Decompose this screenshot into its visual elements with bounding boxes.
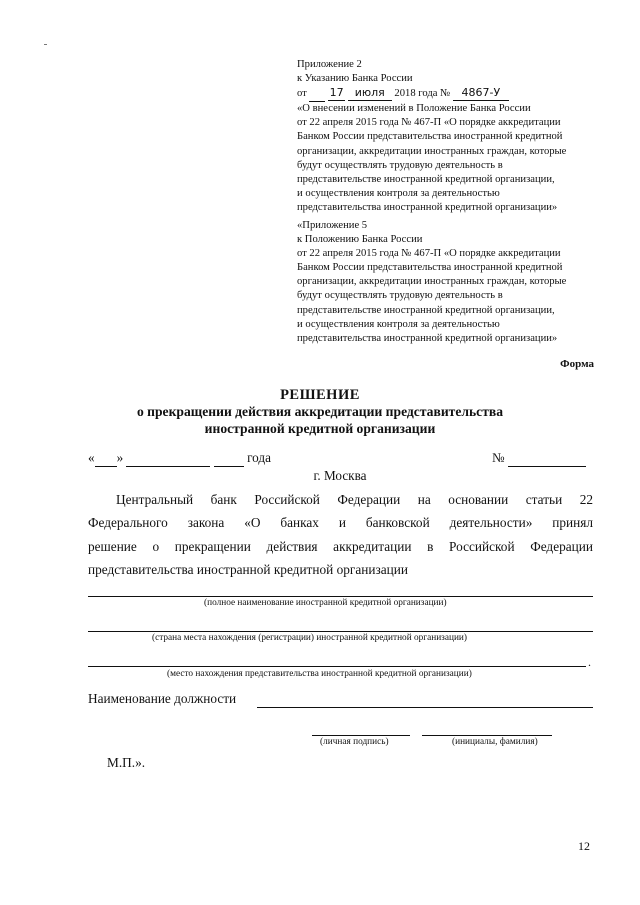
document-subtitle-2: иностранной кредитной организации — [204, 421, 436, 436]
date-month: июля — [348, 86, 392, 101]
appendix-5-text-line: и осуществления контроля за деятельностью — [297, 318, 500, 330]
appendix-2-text-line: представительстве иностранной кредитной организации, — [297, 173, 555, 185]
appendix-5-header — [297, 219, 566, 346]
appendix-2-text-line: и осуществления контроля за деятельностью — [297, 187, 500, 199]
body-line: Центральный банк Российской Федерации на основании статьи 22 — [116, 492, 593, 507]
location-caption: (место нахождения представительства иностранной кредитной организации) — [167, 669, 472, 679]
appendix-5-text-line: будут осуществлять трудовую деятельность в — [297, 290, 503, 302]
body-line: решение о прекращении действия аккредитации в Российской Федерации — [88, 538, 593, 554]
appendix-5-text-line: к Положению Банка России — [297, 234, 423, 246]
number-sign: № — [492, 450, 505, 465]
appendix-2-title: Приложение 2 — [297, 59, 362, 70]
document-number: 4867-У — [453, 86, 509, 101]
appendix-2-text-line: будут осуществлять трудовую деятельность в — [297, 159, 503, 171]
quote-close: » — [116, 450, 124, 465]
appendix-2-text-line: «О внесении изменений в Положение Банка России — [297, 103, 531, 115]
day-field[interactable] — [95, 450, 117, 467]
full-name-caption: (полное наименование иностранной кредитной организации) — [204, 598, 447, 608]
appendix-5-text-line: представительства иностранной кредитной организации» — [297, 332, 558, 344]
date-blank — [309, 87, 325, 102]
date-day: 17 — [328, 86, 345, 101]
appendix-2-text-line: представительства иностранной кредитной организации» — [297, 201, 558, 213]
position-label: Наименование должности — [88, 691, 237, 706]
appendix-2-date-line — [297, 86, 566, 102]
year-field[interactable] — [214, 450, 244, 467]
year-word: года — [247, 450, 271, 465]
appendix-2-text-line: Банком России представительства иностранной кредитной — [297, 131, 563, 143]
form-label: Форма — [560, 358, 594, 370]
scan-speck — [44, 44, 47, 45]
appendix-2-header — [297, 58, 566, 215]
page-number: 12 — [578, 839, 590, 853]
location-end: . — [588, 655, 591, 669]
stamp-place: М.П.». — [107, 755, 146, 770]
date-year: 2018 года № — [394, 88, 451, 100]
quote-open: « — [88, 450, 95, 465]
decision-number-row — [492, 450, 586, 467]
appendix-2-text-line: организации, аккредитации иностранных граждан, которые — [297, 145, 567, 157]
initials-caption: (инициалы, фамилия) — [452, 737, 538, 747]
body-line: представительства иностранной кредитной организации — [88, 561, 408, 577]
decision-number-field[interactable] — [508, 450, 586, 467]
country-field[interactable] — [88, 631, 593, 632]
document-title: РЕШЕНИЕ — [280, 387, 360, 403]
date-prefix: от — [297, 88, 307, 100]
appendix-5-title: «Приложение 5 — [297, 220, 368, 231]
location-field[interactable] — [88, 666, 586, 667]
month-field[interactable] — [126, 450, 210, 467]
initials-field[interactable] — [422, 735, 552, 736]
document-subtitle: о прекращении действия аккредитации представительства — [136, 404, 504, 419]
appendix-2-text-line: от 22 апреля 2015 года № 467-П «О порядке аккредитации — [297, 117, 561, 129]
position-field[interactable] — [257, 707, 593, 708]
signature-caption: (личная подпись) — [320, 737, 389, 747]
body-line: Федерального закона «О банках и банковской деятельности» принял — [88, 515, 593, 531]
appendix-5-text-line: представительстве иностранной кредитной организации, — [297, 304, 555, 316]
full-name-field[interactable] — [88, 596, 593, 597]
city: г. Москва — [313, 468, 367, 483]
appendix-5-text-line: организации, аккредитации иностранных граждан, которые — [297, 276, 567, 288]
decision-body — [88, 488, 593, 581]
country-caption: (страна места нахождения (регистрации) иностранной кредитной организации) — [152, 633, 467, 643]
signature-field[interactable] — [312, 735, 410, 736]
decision-date-row — [88, 450, 271, 467]
appendix-5-text-line: от 22 апреля 2015 года № 467-П «О порядке аккредитации — [297, 248, 561, 260]
appendix-5-text-line: Банком России представительства иностранной кредитной — [297, 262, 563, 274]
appendix-2-subtitle: к Указанию Банка России — [297, 73, 413, 85]
